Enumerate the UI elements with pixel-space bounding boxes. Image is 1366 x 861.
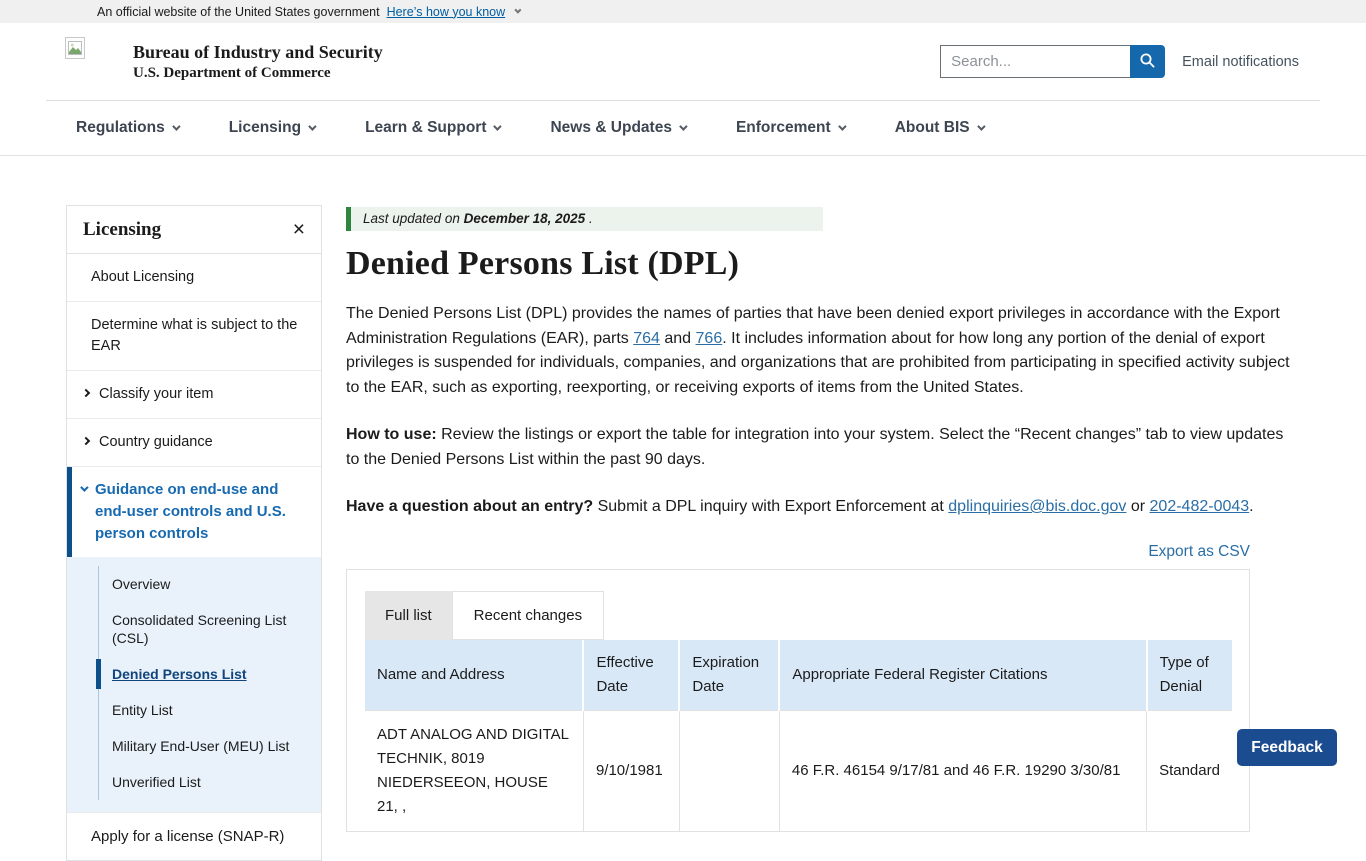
nav-item-news-updates[interactable]: News & Updates (550, 119, 684, 137)
email-notifications-link[interactable]: Email notifications (1182, 53, 1299, 70)
sidebar-item-classify-your-item[interactable]: Classify your item (67, 371, 321, 419)
broken-image-icon (65, 37, 85, 59)
dpl-table-card (346, 569, 1250, 832)
cell-name-address: ADT ANALOG AND DIGITAL TECHNIK, 8019 NIEDERSEEON, HOUSE 21, , (365, 710, 583, 831)
dpl-table (365, 640, 1232, 831)
export-row (346, 543, 1250, 561)
cell-citations: 46 F.R. 46154 9/17/81 and 46 F.R. 19290 3/30/81 (779, 710, 1146, 831)
feedback-button[interactable]: Feedback (1237, 729, 1337, 766)
cell-type-of-denial: Standard (1147, 710, 1232, 831)
how-to-use-paragraph: How to use: Review the listings or export the table for integration into your system. Select the “Recent changes” tab to view updates to the Denied Persons List within the past 90 days. (346, 426, 1284, 468)
site-title-block (133, 41, 383, 83)
sidebar-group-guidance-end-use[interactable]: Guidance on end-use and end-user controls and U.S. person controls (67, 467, 321, 557)
cell-effective-date: 9/10/1981 (583, 710, 679, 831)
chevron-right-icon (82, 437, 90, 445)
tab-recent-changes[interactable]: Recent changes (452, 591, 604, 640)
sidebar-item-determine-ear[interactable]: Determine what is subject to the EAR (67, 302, 321, 371)
table-header-row (365, 640, 1232, 711)
primary-nav (0, 101, 1366, 156)
search-input[interactable] (940, 45, 1130, 78)
close-icon[interactable]: × (292, 218, 305, 241)
nav-item-about-bis[interactable]: About BIS (895, 119, 983, 137)
cell-expiration-date (679, 710, 779, 831)
sidebar-item-country-guidance[interactable]: Country guidance (67, 419, 321, 467)
sidebar-item-about-licensing[interactable]: About Licensing (67, 254, 321, 302)
heres-how-you-know-link[interactable]: Here’s how you know (386, 4, 506, 19)
sidebar-subitem-meu-list[interactable]: Military End-User (MEU) List (112, 738, 290, 754)
last-updated-prefix: Last updated on (363, 211, 464, 226)
link-part-764[interactable]: 764 (633, 329, 660, 347)
nav-item-learn-support[interactable]: Learn & Support (365, 119, 499, 137)
department-name: U.S. Department of Commerce (133, 64, 331, 81)
column-header-citations: Appropriate Federal Register Citations (779, 640, 1146, 711)
gov-banner-text: An official website of the United States government (97, 4, 380, 19)
table-tabs (365, 591, 1231, 640)
search-icon (1139, 52, 1156, 72)
last-updated-date: December 18, 2025 (463, 211, 586, 226)
gov-banner (0, 0, 1366, 23)
tab-full-list[interactable]: Full list (365, 591, 452, 640)
sidebar-header (67, 206, 321, 254)
nav-item-regulations[interactable]: Regulations (76, 119, 178, 137)
column-header-type-of-denial: Type of Denial (1147, 640, 1232, 711)
chevron-down-icon (977, 122, 985, 130)
intro-paragraph: The Denied Persons List (DPL) provides the names of parties that have been denied export privileges in accordance with the Export Administration Regulations (EAR), parts 764 and 766. It includes information about for how long any portion of the denial of export privileges is suspended for individuals, companies, and organizations that are prohibited from participating in specified activity subject to the EAR, such as exporting, reexporting, or receiving exports of items from the United States. (346, 305, 1290, 396)
nav-item-licensing[interactable]: Licensing (229, 119, 314, 137)
search-bar (940, 45, 1165, 78)
column-header-expiration-date: Expiration Date (679, 640, 779, 711)
sidebar-subitem-overview[interactable]: Overview (112, 576, 171, 592)
sidebar-title: Licensing (83, 219, 162, 240)
sidebar-item-apply-snap-r[interactable]: Apply for a license (SNAP-R) (67, 812, 321, 860)
phone-link[interactable]: 202-482-0043 (1149, 498, 1250, 515)
site-header (0, 23, 1366, 100)
email-dplinquiries-link[interactable]: dplinquiries@bis.doc.gov (948, 498, 1127, 515)
main-content (346, 207, 1296, 832)
sidebar-subitem-denied-persons-list[interactable]: Denied Persons List (99, 656, 321, 692)
chevron-down-icon (308, 122, 316, 130)
chevron-down-icon (679, 122, 687, 130)
agency-name: Bureau of Industry and Security (133, 41, 383, 62)
sidebar-subnav (67, 557, 321, 812)
chevron-down-icon (172, 122, 180, 130)
column-header-effective-date: Effective Date (583, 640, 679, 711)
question-paragraph: Have a question about an entry? Submit a DPL inquiry with Export Enforcement at dplinquiries@bis.doc.gov or 202-482-0043. (346, 498, 1254, 515)
export-as-csv-link[interactable]: Export as CSV (1148, 542, 1250, 560)
how-to-use-label: How to use: (346, 426, 437, 443)
table-row (365, 710, 1232, 831)
chevron-right-icon (82, 389, 90, 397)
last-updated-banner: Last updated on December 18, 2025 . (346, 207, 823, 231)
chevron-down-icon (515, 7, 522, 14)
sidebar-subitem-entity-list[interactable]: Entity List (112, 702, 173, 718)
chevron-down-icon (494, 122, 502, 130)
chevron-down-icon (80, 483, 88, 491)
licensing-sidebar (66, 205, 322, 861)
question-label: Have a question about an entry? (346, 498, 594, 515)
sidebar-subitem-csl[interactable]: Consolidated Screening List (CSL) (112, 612, 287, 646)
page-title: Denied Persons List (DPL) (346, 245, 740, 282)
chevron-down-icon (838, 122, 846, 130)
column-header-name-address: Name and Address (365, 640, 583, 711)
link-part-766[interactable]: 766 (695, 329, 723, 347)
search-button[interactable] (1130, 45, 1165, 78)
sidebar-subitem-unverified-list[interactable]: Unverified List (112, 774, 201, 790)
nav-item-enforcement[interactable]: Enforcement (736, 119, 844, 137)
